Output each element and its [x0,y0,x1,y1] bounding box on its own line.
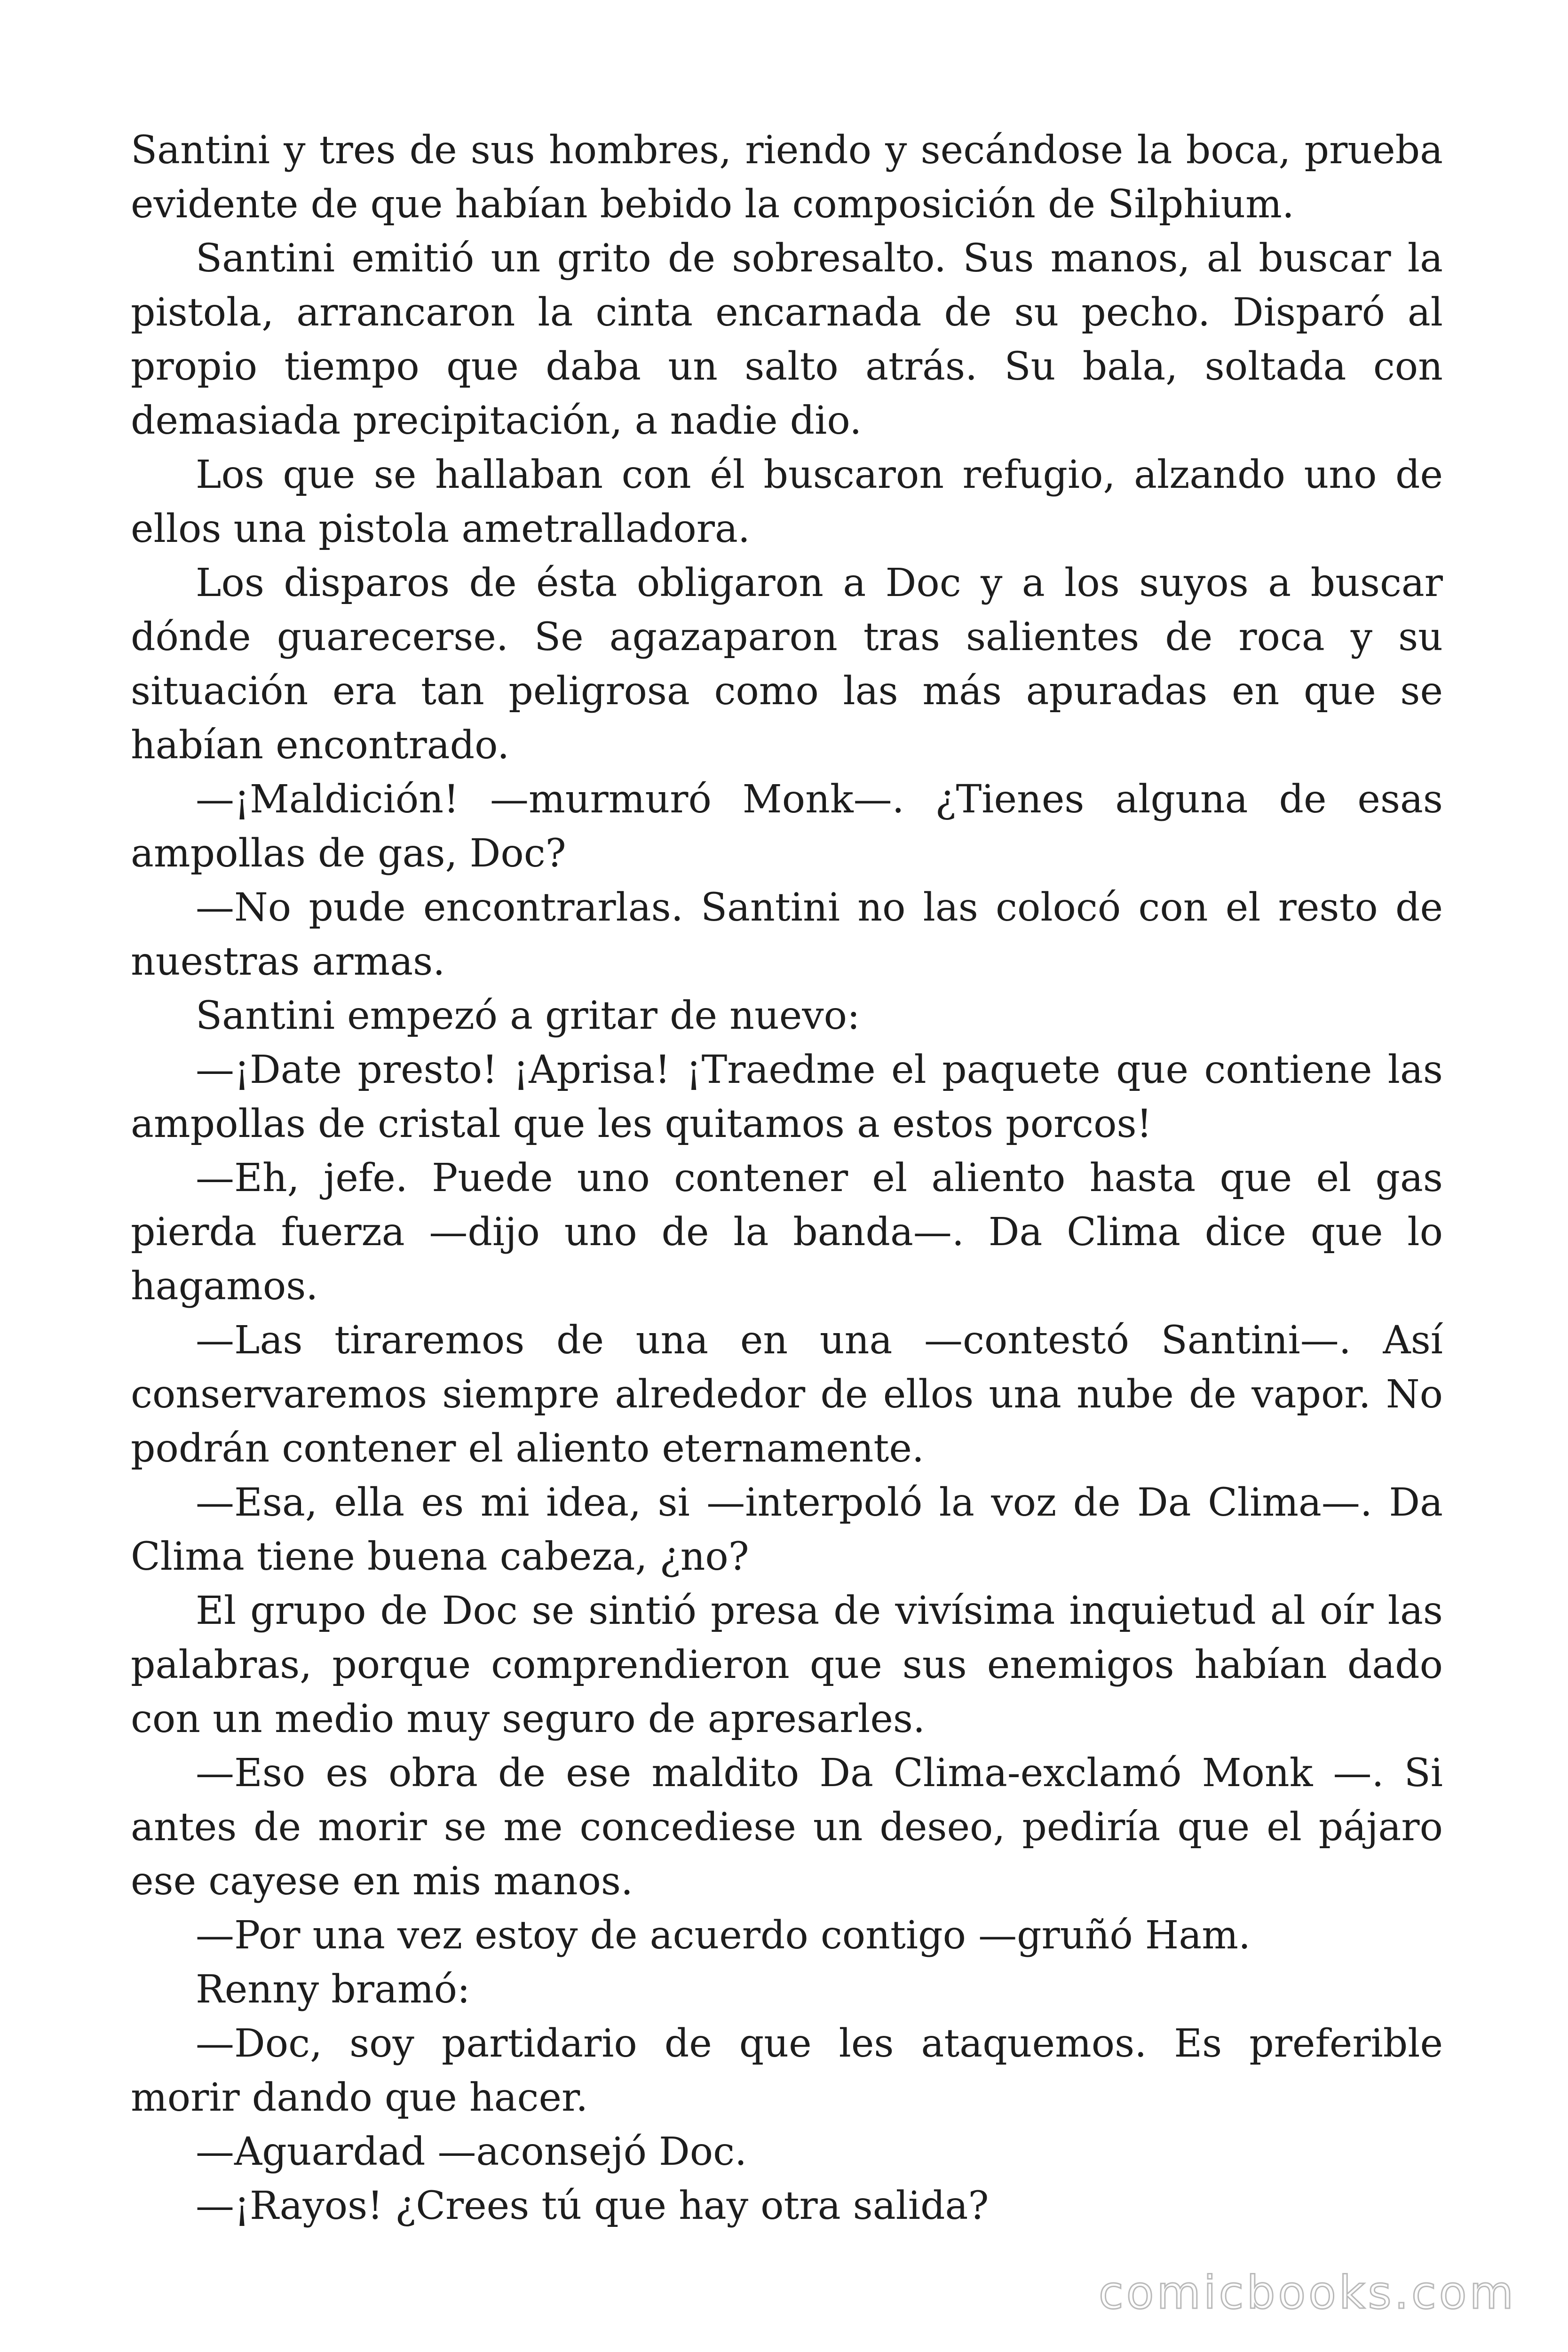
watermark: comicbooks.com [1098,2266,1516,2319]
paragraph-14: —Por una vez estoy de acuerdo contigo —gruñó Ham. [196,1913,1251,1958]
paragraph-6: —No pude encontrarlas. Santini no las colocó con el resto de nuestras armas. [131,885,1443,984]
paragraph-18: —¡Rayos! ¿Crees tú que hay otra salida? [196,2184,989,2228]
paragraph-7: Santini empezó a gritar de nuevo: [196,993,860,1038]
paragraph-4: Los disparos de ésta obligaron a Doc y a los suyos a buscar dónde guarecerse. Se agazaparon tras salientes de roca y su situación era tan peligrosa como las más apuradas en que se habían encontrado. [131,561,1443,768]
paragraph-10: —Las tiraremos de una en una —contestó Santini—. Así conservaremos siempre alrededor de ellos una nube de vapor. No podrán contener el aliento eternamente. [131,1318,1443,1471]
paragraph-8: —¡Date presto! ¡Aprisa! ¡Traedme el paquete que contiene las ampollas de cristal que les quitamos a estos porcos! [131,1048,1443,1146]
paragraph-12: El grupo de Doc se sintió presa de vivísima inquietud al oír las palabras, porque comprendieron que sus enemigos habían dado con un medio muy seguro de apresarles. [131,1589,1443,1741]
paragraph-15: Renny bramó: [196,1967,470,2012]
paragraph-5: —¡Maldición! —murmuró Monk—. ¿Tienes alguna de esas ampollas de gas, Doc? [131,777,1443,876]
paragraph-17: —Aguardad —aconsejó Doc. [196,2130,747,2174]
paragraph-3: Los que se hallaban con él buscaron refugio, alzando uno de ellos una pistola ametralladora. [131,453,1443,551]
paragraph-1: Santini y tres de sus hombres, riendo y secándose la boca, prueba evidente de que habían bebido la composición de Silphium. [131,128,1443,227]
paragraph-2: Santini emitió un grito de sobresalto. Sus manos, al buscar la pistola, arrancaron la cinta encarnada de su pecho. Disparó al propio tiempo que daba un salto atrás. Su bala, soltada con demasiada precipitación, a nadie dio. [131,236,1443,443]
paragraph-16: —Doc, soy partidario de que les ataquemos. Es preferible morir dando que hacer. [131,2021,1443,2120]
paragraph-11: —Esa, ella es mi idea, si —interpoló la voz de Da Clima—. Da Clima tiene buena cabeza, ¿no? [131,1480,1443,1579]
paragraph-9: —Eh, jefe. Puede uno contener el aliento hasta que el gas pierda fuerza —dijo uno de la banda—. Da Clima dice que lo hagamos. [131,1156,1443,1309]
body-text [131,123,1443,2233]
paragraph-13: —Eso es obra de ese maldito Da Clima-exclamó Monk —. Si antes de morir se me concediese un deseo, pediría que el pájaro ese cayese en mis manos. [131,1751,1443,1904]
